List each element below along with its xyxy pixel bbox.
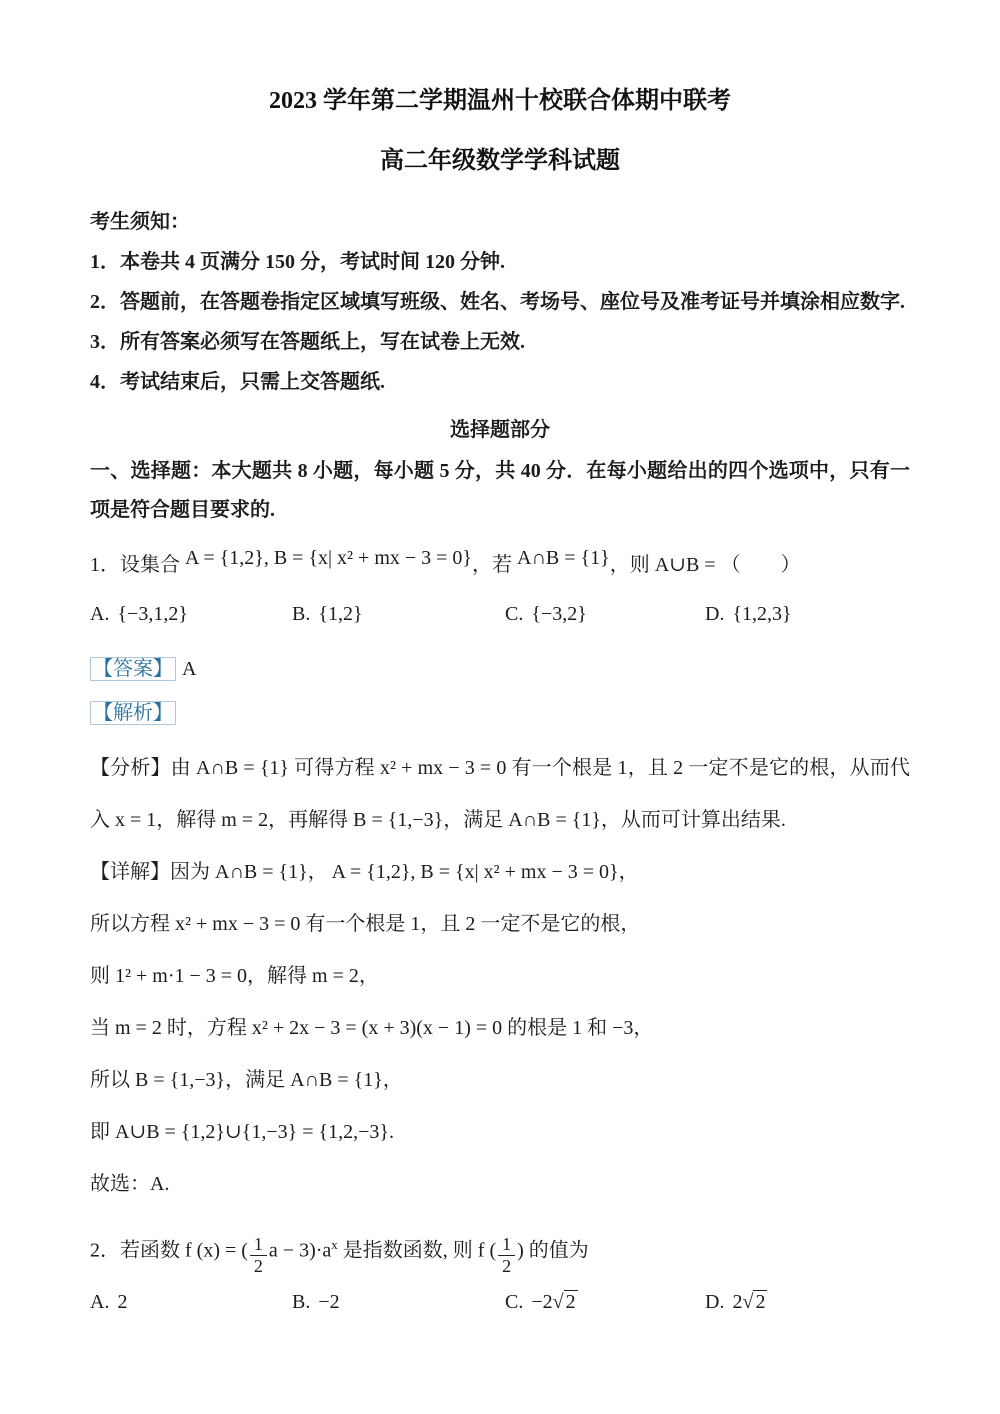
option-label: A. <box>90 1291 110 1314</box>
option-label: A. <box>90 603 110 625</box>
q1-detail <box>90 846 910 1210</box>
option-value: {−3,1,2} <box>117 603 188 625</box>
option-value: 2 <box>117 1291 128 1314</box>
q2-options <box>90 1280 910 1324</box>
question-1 <box>90 542 910 588</box>
q1-text: ，若 <box>472 554 518 576</box>
q1-detail-line-4: 当 m = 2 时，方程 x² + 2x − 3 = (x + 3)(x − 1) = 0 的根是 1 和 −3， <box>90 1017 654 1039</box>
q1-explain-line <box>90 694 910 732</box>
explanation-tag: 【解析】 <box>90 701 176 725</box>
q2-func-open: f (x) = ( <box>185 1239 248 1262</box>
section-part-title: 选择题部分 <box>450 419 550 441</box>
option-value: {1,2} <box>318 603 363 625</box>
q1-answer-paren: （ ） <box>720 554 801 576</box>
q2-option-a <box>90 1280 292 1324</box>
sqrt-symbol: √ <box>552 1291 564 1314</box>
q1-option-d <box>705 592 910 636</box>
option-label: B. <box>292 1291 311 1314</box>
q1-detail-line-1: 【详解】因为 A∩B = {1}， A = {1,2}, B = {x| x² + mx − 3 = 0}， <box>90 861 639 883</box>
paper-subtitle: 高二年级数学学科试题 <box>380 148 620 174</box>
q2-text-mid: 是指数函数, 则 <box>337 1239 478 1262</box>
sqrt-radicand: 2 <box>755 1291 766 1314</box>
option-value: {1,2,3} <box>732 603 792 625</box>
answer-value: A <box>182 658 197 680</box>
option-label: D. <box>705 1291 725 1314</box>
q2-prefix: 2．若函数 <box>90 1239 180 1262</box>
option-value: −2 <box>318 1291 340 1314</box>
fraction-half: $\frac{1}{2}$ <box>250 1234 267 1276</box>
q1-options <box>90 592 910 636</box>
option-label: D. <box>705 603 725 625</box>
fraction-half: $\frac{1}{2}$ <box>498 1234 515 1276</box>
q2-option-c <box>505 1280 705 1324</box>
notice-item-1: 1．本卷共 4 页满分 150 分，考试时间 120 分钟. <box>90 251 505 273</box>
q2-f2-close: ) <box>517 1239 524 1262</box>
question-2 <box>90 1222 910 1276</box>
section-instruction: 一、选择题：本大题共 8 小题，每小题 5 分，共 40 分．在每小题给出的四个选项中，只有一项是符合题目要求的. <box>90 460 910 521</box>
notice-heading: 考生须知： <box>90 211 190 233</box>
q2-f2-open: f ( <box>477 1239 497 1262</box>
q1-math-intersection: A∩B = {1} <box>517 547 610 569</box>
q1-detail-line-5: 所以 B = {1,−3}，满足 A∩B = {1}， <box>90 1069 403 1091</box>
q1-detail-line-6: 即 A∪B = {1,2}∪{1,−3} = {1,2,−3}. <box>90 1121 395 1143</box>
sqrt-expression <box>553 1290 578 1313</box>
sqrt-expression <box>742 1290 767 1313</box>
q2-func-mid: a − 3)·a <box>268 1239 332 1262</box>
q1-math-union: A∪B = <box>654 554 716 576</box>
option-value: −2 <box>531 1291 553 1314</box>
notice-item-2: 2．答题前，在答题卷指定区域填写班级、姓名、考场号、座位号及准考证号并填涂相应数字. <box>90 291 905 313</box>
q1-detail-line-3: 则 1² + m·1 − 3 = 0，解得 m = 2， <box>90 965 379 987</box>
q1-detail-line-2: 所以方程 x² + mx − 3 = 0 有一个根是 1，且 2 一定不是它的根， <box>90 913 641 935</box>
sqrt-radicand: 2 <box>565 1291 576 1314</box>
q1-option-b <box>292 592 505 636</box>
q1-text2: ，则 <box>609 554 655 576</box>
option-label: C. <box>505 1291 524 1314</box>
option-value: 2 <box>732 1291 743 1314</box>
paper-title: 2023 学年第二学期温州十校联合体期中联考 <box>269 88 731 114</box>
q2-exponent: x <box>331 1237 338 1252</box>
option-value: {−3,2} <box>531 603 587 625</box>
q1-answer-line <box>90 650 910 688</box>
exam-paper <box>90 0 910 1324</box>
q1-analysis: 【分析】由 A∩B = {1} 可得方程 x² + mx − 3 = 0 有一个根是 1，且 2 一定不是它的根，从而代入 x = 1，解得 m = 2，再解得 B = {1,−3}，满足 A∩B = {1}，从而可计算出结果. <box>90 757 910 831</box>
q1-option-c <box>505 592 705 636</box>
q1-prefix: 1．设集合 <box>90 554 180 576</box>
q2-suffix: 的值为 <box>523 1239 589 1262</box>
answer-tag: 【答案】 <box>90 657 176 681</box>
q1-detail-line-7: 故选：A. <box>90 1173 170 1195</box>
notice-item-3: 3．所有答案必须写在答题纸上，写在试卷上无效. <box>90 331 525 353</box>
option-label: C. <box>505 603 524 625</box>
notice-item-4: 4．考试结束后，只需上交答题纸. <box>90 371 385 393</box>
sqrt-symbol: √ <box>742 1291 754 1314</box>
q2-option-d <box>705 1280 910 1324</box>
q2-option-b <box>292 1280 505 1324</box>
option-label: B. <box>292 603 311 625</box>
q1-math-sets: A = {1,2}, B = {x| x² + mx − 3 = 0} <box>185 547 473 569</box>
q1-option-a <box>90 592 292 636</box>
